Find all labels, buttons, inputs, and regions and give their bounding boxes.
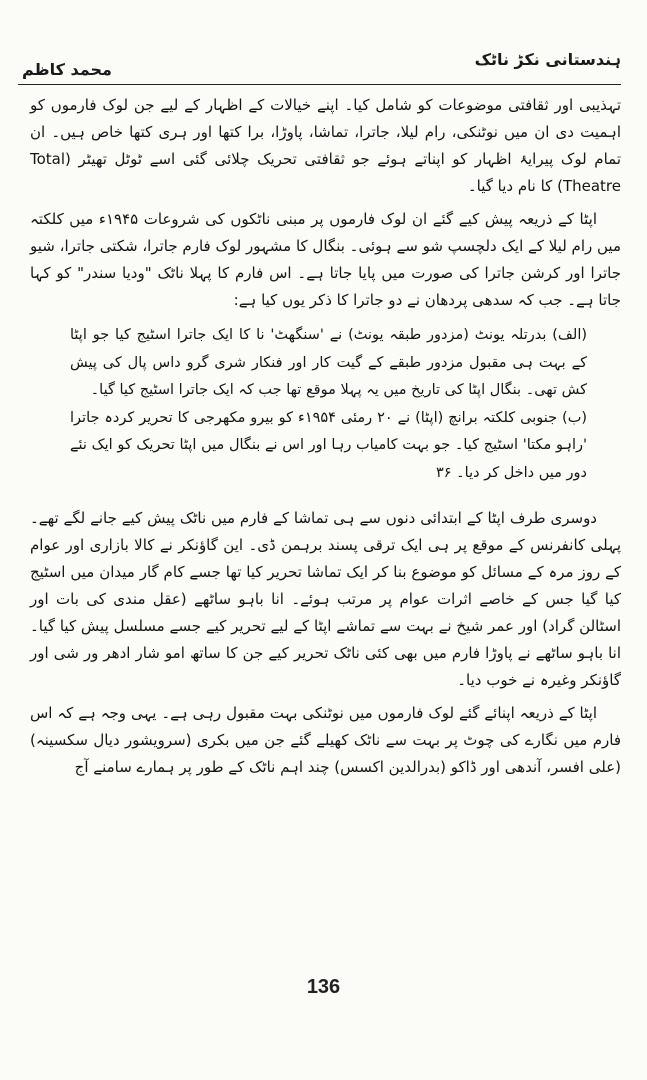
quote-item-be: (ب) جنوبی کلکتہ برانچ (اپٹا) نے ۲۰ رمئی ۱۹۵۴ء کو بیرو مکھرجی کا تحریر کردہ جاترا 'راہو مکتا' اسٹیج کیا۔ جو بہت کامیاب رہا اور اس نے بنگال میں اپٹا تحریک کو ایک نئے دور میں داخل کر دیا۔ ۳۶ bbox=[70, 409, 588, 481]
header-rule bbox=[18, 84, 621, 85]
running-title: ہندستانی نکڑ ناٹک bbox=[474, 50, 621, 69]
paragraph-3: دوسری طرف اپٹا کے ابتدائی دنوں سے ہی تماشا کے فارم میں ناٹک پیش کیے جانے لگے تھے۔ پہلی کانفرنس کے موقع پر ہی ایک ترقی پسند برہمن ڈی۔ این گاؤنکر نے کالا بازاری اور عوام کے روز مرہ کے مسائل کو موضوع بنا کر ایک تماشا تحریر کیا تھا جسے کام گار میدان میں اسٹیج کیا گیا جس کے خاصے اثرات عوام پر مرتب ہوئے۔ انا باہو ساٹھے (عقل مندی کی بات اور اسٹالن گراد) اور عمر شیخ نے بہت سے تماشے اپٹا کے لیے تحریر کیے جسے مسلسل پیش کیا گیا۔ انا باہو ساٹھے نے پاوڑا فارم میں بھی کئی ناٹک تحریر کیے جن کا ساتھ امو شار ادھر ور شی اور گاؤنکر وغیرہ نے خوب دیا۔ bbox=[30, 509, 621, 689]
body-text bbox=[30, 92, 621, 781]
paragraph-1: تہذیبی اور ثقافتی موضوعات کو شامل کیا۔ اپنے خیالات کے اظہار کے لیے جن لوک فارموں کو اہمیت دی ان میں نوٹنکی، رام لیلا، جاترا، تماشا، پاوڑا، برا کتھا اور ہری کتھا خاص ہیں۔ ان تمام لوک پیرایۂ اظہار کو اپناتے ہوئے جو ثقافتی تحریک چلائی گئی اسے ٹوٹل تھیٹر (Total Theatre) کا نام دیا گیا۔ bbox=[30, 96, 621, 195]
paragraph-2: اپٹا کے ذریعہ پیش کیے گئے ان لوک فارموں پر مبنی ناٹکوں کی شروعات ۱۹۴۵ء میں کلکتہ میں رام لیلا کے ایک دلچسپ شو سے ہوئی۔ بنگال کا مشہور لوک فارم جاترا، شکتی جاترا، شیو جاترا اور کرشن جاترا کی صورت میں پایا جاتا ہے۔ اس فارم کا پہلا ناٹک "ودیا سندر" کو کہا جاتا ہے۔ جب کہ سدھی پردھان نے دو جاترا کا ذکر یوں کیا ہے: bbox=[30, 210, 621, 309]
paragraph-4: اپٹا کے ذریعہ اپنائے گئے لوک فارموں میں نوٹنکی بہت مقبول رہی ہے۔ یہی وجہ ہے کہ اس فارم میں نگارے کی چوٹ پر بہت سے ناٹک کھیلے گئے جن میں بکری (سرویشور دیال سکسینہ) (علی افسر، آندھی اور ڈاکو (بدرالدین اکسس) چند اہم ناٹک کے طور پر ہمارے سامنے آج bbox=[30, 704, 621, 776]
page-header bbox=[22, 38, 621, 82]
quote-item-alif: (الف) بدرتلہ یونٹ (مزدور طبقہ یونٹ) نے 'سنگھٹ' نا کا ایک جاترا اسٹیج کیا جو اپٹا کے بہت ہی مقبول مزدور طبقے کے گیت کار اور فنکار شری گرو داس پال کی پیش کش تھی۔ بنگال اپٹا کی تاریخ میں یہ پہلا موقع تھا جب کہ ایک جاترا اسٹیج کیا گیا۔ bbox=[70, 327, 587, 398]
block-quote bbox=[70, 322, 587, 487]
page-number: 136 bbox=[306, 976, 341, 998]
author-name: محمد کاظم bbox=[22, 60, 112, 79]
